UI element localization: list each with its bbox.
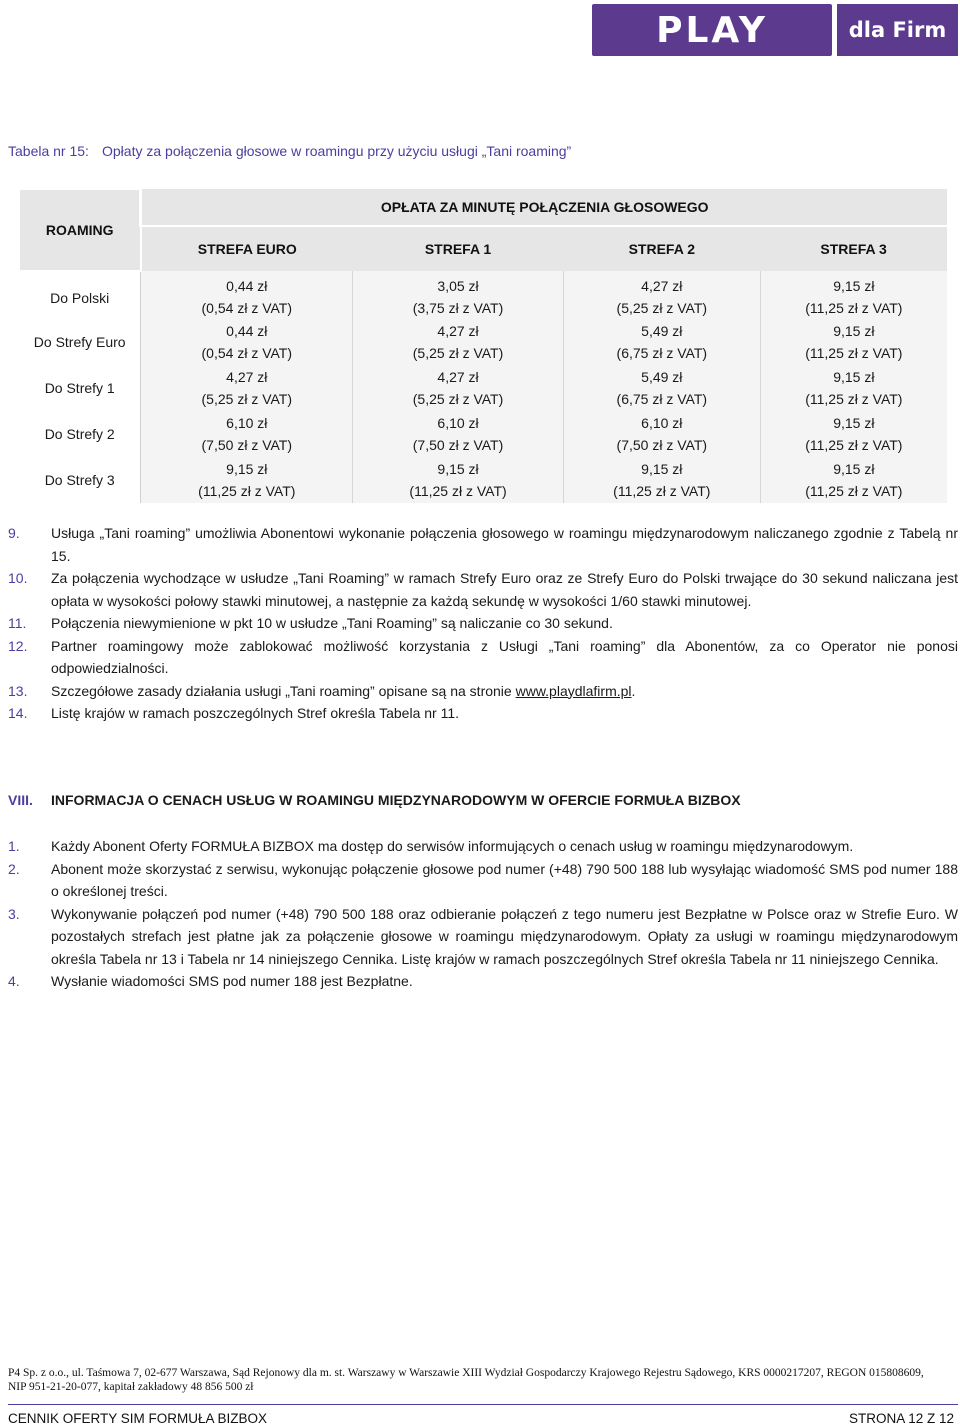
gross-price: (7,50 zł z VAT) xyxy=(616,437,708,453)
gross-price: (6,75 zł z VAT) xyxy=(616,345,708,361)
price-cell xyxy=(760,411,947,457)
gross-price: (11,25 zł z VAT) xyxy=(805,437,903,453)
net-price: 9,15 zł xyxy=(437,461,479,477)
list-item: 1. Każdy Abonent Oferty FORMUŁA BIZBOX ma dostęp do serwisów informujących o cenach usług w roamingu międzynarodowym. xyxy=(8,838,854,854)
price-cell xyxy=(353,271,564,319)
net-price: 4,27 zł xyxy=(641,278,683,294)
gross-price: (11,25 zł z VAT) xyxy=(198,483,296,499)
net-price: 9,15 zł xyxy=(833,278,875,294)
gross-price: (11,25 zł z VAT) xyxy=(409,483,507,499)
net-price: 9,15 zł xyxy=(226,461,268,477)
gross-price: (5,25 zł z VAT) xyxy=(616,300,708,316)
price-cell xyxy=(563,271,760,319)
table-row xyxy=(19,365,947,411)
row-label: Do Strefy 1 xyxy=(19,365,141,411)
net-price: 4,27 zł xyxy=(437,323,479,339)
footer-divider xyxy=(8,1404,958,1405)
net-price: 6,10 zł xyxy=(437,415,479,431)
list-item: 11. Połączenia niewymienione w pkt 10 w usłudze „Tani Roaming” są naliczanie co 30 sekund. xyxy=(8,615,613,631)
price-cell xyxy=(760,319,947,365)
gross-price: (11,25 zł z VAT) xyxy=(805,300,903,316)
list-item: 2. Abonent może skorzystać z serwisu, wykonując połączenie głosowe pod numer (+48) 790 500 188 lub wysyłając wiadomość SMS pod numer 188 o określonej treści. xyxy=(8,860,958,899)
document-title: CENNIK OFERTY SIM FORMUŁA BIZBOX xyxy=(8,1411,268,1426)
price-cell xyxy=(563,411,760,457)
gross-price: (6,75 zł z VAT) xyxy=(616,391,708,407)
gross-price: (7,50 zł z VAT) xyxy=(412,437,504,453)
gross-price: (11,25 zł z VAT) xyxy=(805,483,903,499)
legal-info: P4 Sp. z o.o., ul. Taśmowa 7, 02-677 Warszawa, Sąd Rejonowy dla m. st. Warszawy w Warszawie XIII Wydział Gospodarczy Krajowego Rejestru Sądowego, KRS 0000217207, REGON 015808609, NIP 951-21-20-077, kapitał zakładowy 48 856 500 zł xyxy=(8,1367,924,1393)
notes-list xyxy=(8,522,958,725)
gross-price: (7,50 zł z VAT) xyxy=(201,437,293,453)
zone-header: STREFA 2 xyxy=(563,226,760,271)
gross-price: (5,25 zł z VAT) xyxy=(201,391,293,407)
price-cell xyxy=(141,411,353,457)
price-cell xyxy=(141,457,353,503)
price-cell xyxy=(563,457,760,503)
zone-header: STREFA 1 xyxy=(353,226,564,271)
gross-price: (3,75 zł z VAT) xyxy=(412,300,504,316)
list-item: 9. Usługa „Tani roaming” umożliwia Abonentowi wykonanie połączenia głosowego w roamingu międzynarodowym naliczanego zgodnie z Tabelą nr 15. xyxy=(8,525,958,564)
net-price: 4,27 zł xyxy=(437,369,479,385)
net-price: 4,27 zł xyxy=(226,369,268,385)
row-label: Do Polski xyxy=(19,271,141,319)
price-cell xyxy=(353,365,564,411)
brand-logo xyxy=(592,4,958,56)
section-heading: VIII. INFORMACJA O CENACH USŁUG W ROAMINGU MIĘDZYNARODOWYM W OFERCIE FORMUŁA BIZBOX xyxy=(8,792,741,808)
gross-price: (5,25 zł z VAT) xyxy=(412,345,504,361)
row-label: Do Strefy Euro xyxy=(19,319,141,365)
gross-price: (11,25 zł z VAT) xyxy=(805,391,903,407)
price-cell xyxy=(141,319,353,365)
list-item: 10. Za połączenia wychodzące w usłudze „Tani Roaming” w ramach Strefy Euro oraz ze Strefy Euro do Polski trwające do 30 sekund naliczana jest opłata w wysokości połowy stawki minutowej, a następnie za każdą sekundę w wysokości 1/60 stawki minutowej. xyxy=(8,570,958,609)
price-cell xyxy=(141,365,353,411)
price-cell xyxy=(563,365,760,411)
list-item: 3. Wykonywanie połączeń pod numer (+48) 790 500 188 oraz odbieranie połączeń z tego numeru jest Bezpłatne w Polsce oraz w Strefie Euro. W pozostałych strefach jest płatne jak za połączenie głosowe w roamingu międzynarodowym. Opłaty za usługi w roamingu międzynarodowym określa Tabela nr 13 i Tabela nr 14 niniejszego Cennika. Listę krajów w ramach poszczególnych Stref określa Tabela nr 11 niniejszego Cennika. xyxy=(8,905,958,967)
gross-price: (0,54 zł z VAT) xyxy=(201,300,293,316)
net-price: 5,49 zł xyxy=(641,323,683,339)
page-number: STRONA 12 Z 12 xyxy=(848,1411,954,1426)
price-per-minute-header: OPŁATA ZA MINUTĘ POŁĄCZENIA GŁOSOWEGO xyxy=(141,189,947,226)
table-row xyxy=(19,319,947,365)
list-item: 14. Listę krajów w ramach poszczególnych Stref określa Tabela nr 11. xyxy=(8,705,460,721)
price-cell xyxy=(353,411,564,457)
list-item: 12. Partner roamingowy może zablokować możliwość korzystania z Usługi „Tani roaming” dla Abonentów, za co Operator nie ponosi odpowiedzialności. xyxy=(8,637,958,676)
net-price: 0,44 zł xyxy=(226,323,268,339)
row-label: Do Strefy 2 xyxy=(19,411,141,457)
table-title: Opłaty za połączenia głosowe w roamingu przy użyciu usługi „Tani roaming” xyxy=(102,143,572,159)
price-cell xyxy=(760,365,947,411)
gross-price: (0,54 zł z VAT) xyxy=(201,345,293,361)
play-logo: PLAY xyxy=(592,4,832,56)
playdlafirm-link[interactable]: www.playdlafirm.pl xyxy=(515,682,632,699)
roaming-price-table xyxy=(18,188,947,503)
net-price: 9,15 zł xyxy=(833,323,875,339)
net-price: 0,44 zł xyxy=(226,278,268,294)
price-cell xyxy=(141,271,353,319)
gross-price: (11,25 zł z VAT) xyxy=(805,345,903,361)
row-label: Do Strefy 3 xyxy=(19,457,141,503)
roaming-header: ROAMING xyxy=(19,189,141,271)
section-list xyxy=(8,835,958,993)
price-cell xyxy=(760,457,947,503)
net-price: 5,49 zł xyxy=(641,369,683,385)
gross-price: (5,25 zł z VAT) xyxy=(412,391,504,407)
net-price: 3,05 zł xyxy=(437,278,479,294)
price-cell xyxy=(760,271,947,319)
list-item: 4. Wysłanie wiadomości SMS pod numer 188 jest Bezpłatne. xyxy=(8,973,413,989)
net-price: 6,10 zł xyxy=(641,415,683,431)
gross-price: (11,25 zł z VAT) xyxy=(613,483,711,499)
table-row xyxy=(19,271,947,319)
zone-header: STREFA 3 xyxy=(760,226,947,271)
zone-header: STREFA EURO xyxy=(141,226,353,271)
price-cell xyxy=(353,457,564,503)
table-row xyxy=(19,411,947,457)
table-body xyxy=(19,271,947,503)
table-caption xyxy=(8,143,571,159)
table-row xyxy=(19,457,947,503)
net-price: 9,15 zł xyxy=(833,461,875,477)
price-cell xyxy=(353,319,564,365)
table-number: Tabela nr 15: xyxy=(8,143,89,159)
dla-firm-logo: dla Firm xyxy=(837,4,958,56)
net-price: 9,15 zł xyxy=(641,461,683,477)
net-price: 9,15 zł xyxy=(833,369,875,385)
net-price: 9,15 zł xyxy=(833,415,875,431)
price-cell xyxy=(563,319,760,365)
net-price: 6,10 zł xyxy=(226,415,268,431)
list-item: 13. Szczegółowe zasady działania usługi „Tani roaming” opisane są na stronie www.playdlafirm.pl. xyxy=(8,682,636,699)
